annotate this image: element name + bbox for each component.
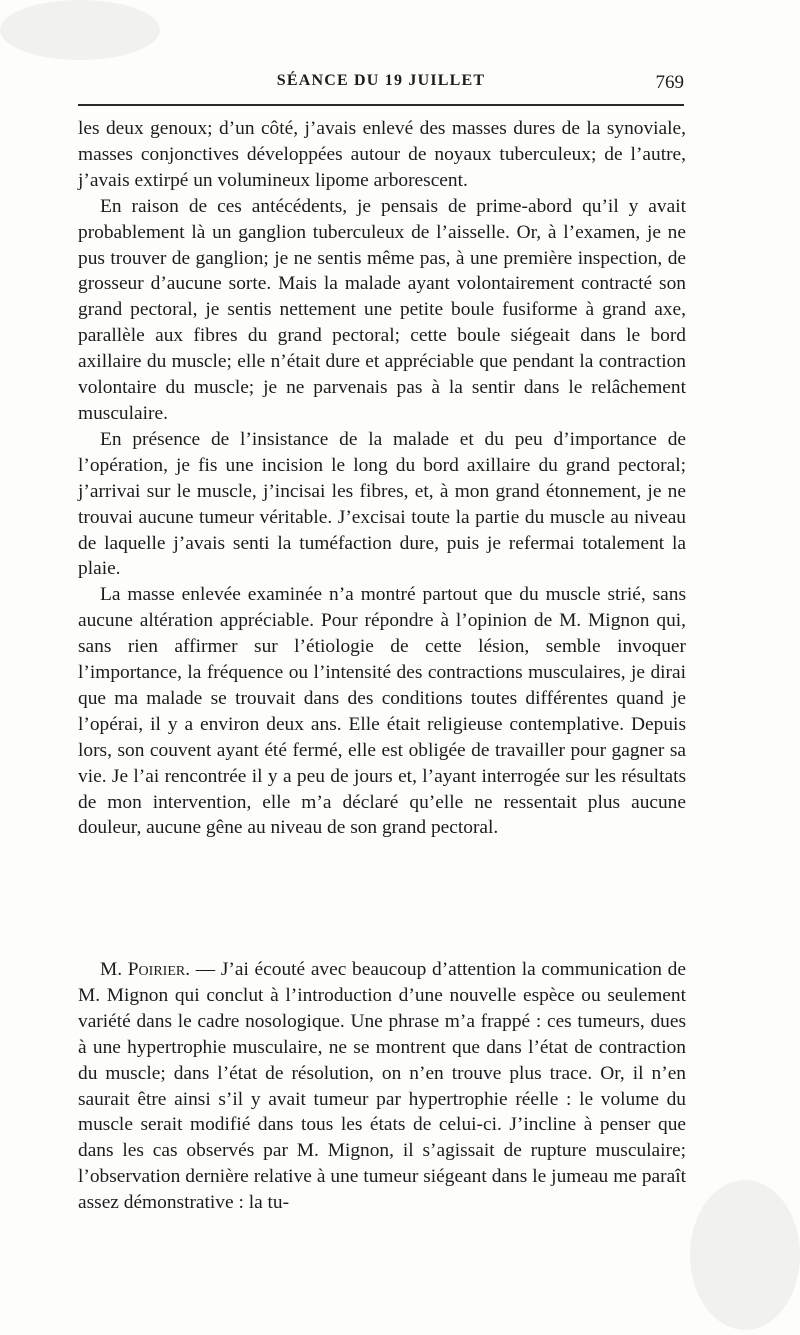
- paper-stain: [0, 0, 160, 60]
- page-header: [78, 72, 684, 100]
- paragraph: En raison de ces antécédents, je pensais de prime-abord qu’il y avait probablement là un ganglion tuberculeux de l’aisselle. Or, à l’examen, je ne pus trouver de ganglion; je ne sentis même pas, à une première inspection, de grosseur d’aucune sorte. Mais la malade ayant volontairement contracté son grand pectoral, je sentis nettement une petite boule fusiforme à grand axe, parallèle aux fibres du grand pectoral; cette boule siégeait dans le bord axillaire du muscle; elle n’était dure et appréciable que pendant la contraction volontaire du muscle; je ne parvenais pas à la sentir dans le relâchement musculaire.: [78, 195, 686, 424]
- paragraph: La masse enlevée examinée n’a montré partout que du muscle strié, sans aucune altération appréciable. Pour répondre à l’opinion de M. Mignon qui, sans rien affirmer sur l’étiologie de cette lésion, semble invoquer l’importance, la fréquence ou l’intensité des contractions musculaires, je dirai que ma malade se trouvait dans des conditions toutes différentes quand je l’opérai, il y a environ deux ans. Elle était religieuse contemplative. Depuis lors, son couvent ayant été fermé, elle est obligée de travailler pour gagner sa vie. Je l’ai rencontrée il y a peu de jours et, l’ayant interrogée sur les résultats de mon intervention, elle m’a déclaré qu’elle ne ressentait plus aucune douleur, aucune gêne au niveau de son grand pectoral.: [78, 584, 686, 839]
- paragraph: En présence de l’insistance de la malade et du peu d’importance de l’opération, je fis une incision le long du bord axillaire du grand pectoral; j’arrivai sur le muscle, j’incisai les fibres, et, à mon grand étonnement, je ne trouvai aucune tumeur véritable. J’excisai toute la partie du muscle au niveau de laquelle j’avais senti la tuméfaction dure, puis je refermai totalement la plaie.: [78, 428, 686, 580]
- paragraph: les deux genoux; d’un côté, j’avais enlevé des masses dures de la synoviale, masses conjonctives développées autour de noyaux tuberculeux; de l’autre, j’avais extirpé un volumineux lipome arborescent.: [78, 118, 686, 191]
- body-text: [78, 116, 686, 841]
- paper-stain: [690, 1180, 800, 1330]
- speech-paragraph: [78, 957, 686, 1216]
- speaker-name: M. Poirier.: [100, 959, 191, 980]
- speech-text: — J’ai écouté avec beaucoup d’attention la communication de M. Mignon qui conclut à l’introduction d’une nouvelle espèce ou seulement variété dans le cadre nosologique. Une phrase m’a frappé : ces tumeurs, dues à une hypertrophie musculaire, ne se montrent que dans l’état de contraction du muscle; dans l’état de résolution, on n’en trouve plus trace. Or, il n’en saurait être ainsi s’il y avait tumeur par hypertrophie réelle : le volume du muscle serait modifié dans tous les états de celui-ci. J’incline à penser que dans les cas observés par M. Mignon, il s’agissait de rupture musculaire; l’observation dernière relative à une tumeur siégeant dans le jumeau me paraît assez démonstrative : la tu-: [78, 959, 686, 1214]
- page-number: 769: [655, 72, 684, 93]
- header-rule: [78, 104, 684, 106]
- running-head: SÉANCE DU 19 JUILLET: [276, 72, 486, 89]
